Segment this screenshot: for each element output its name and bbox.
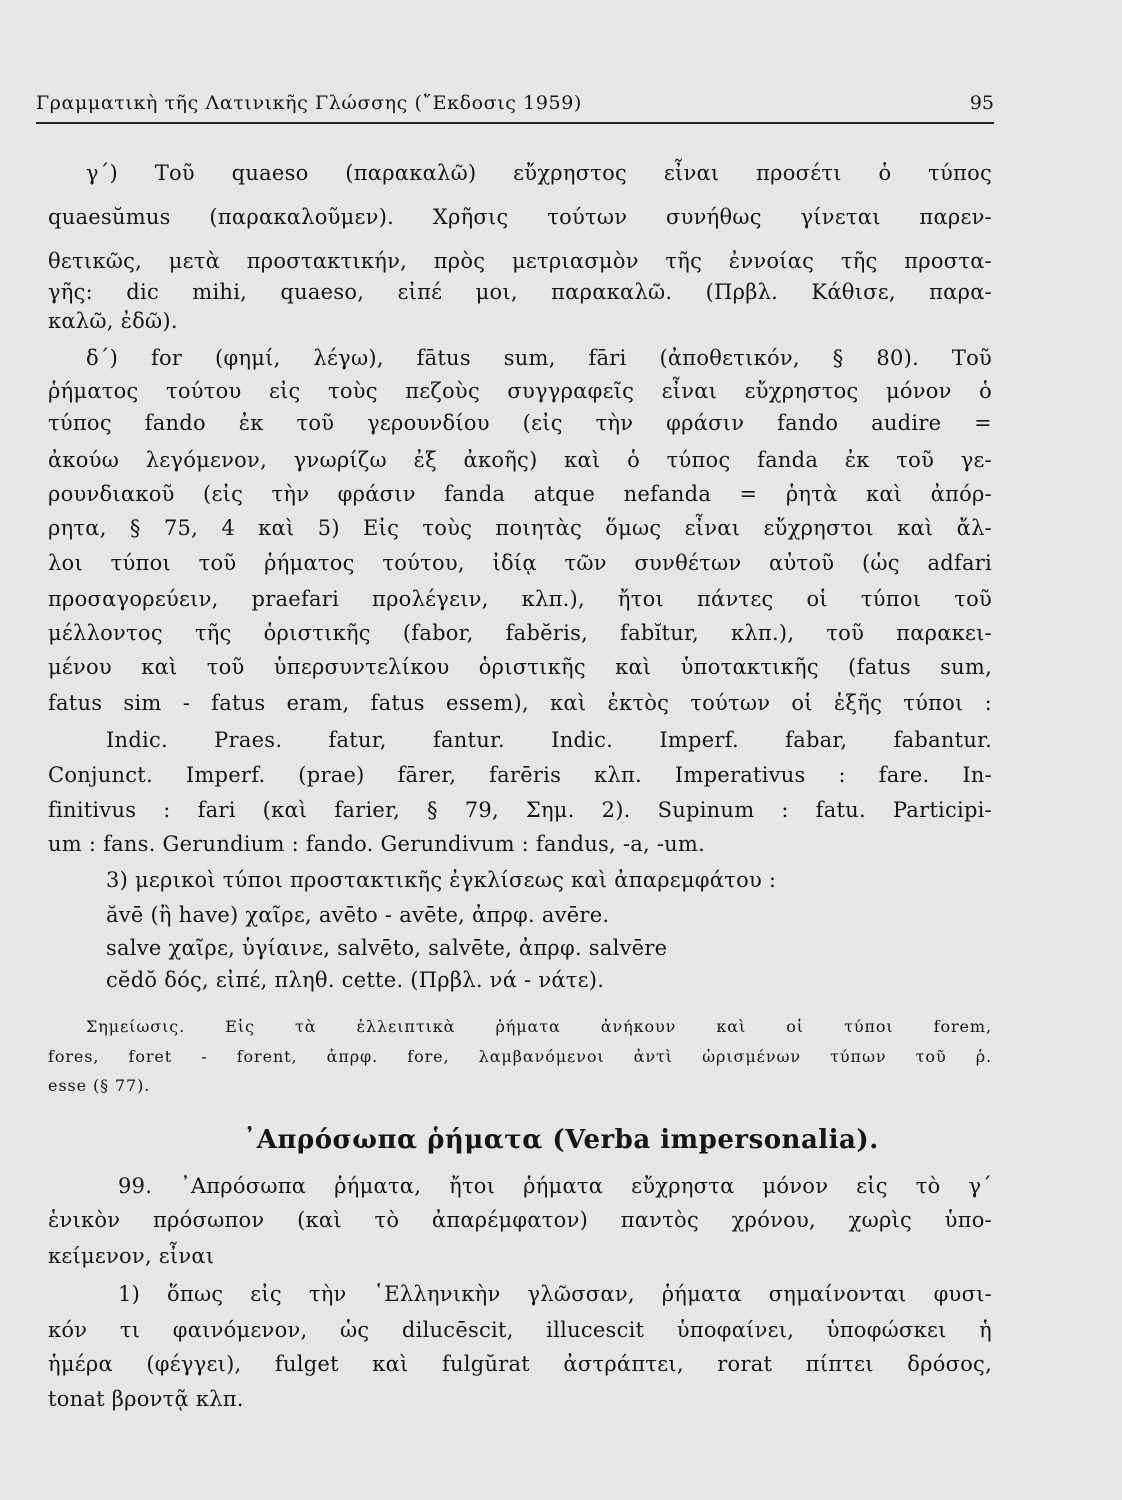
text-line: quaesŭmus (παρακαλοῦμεν). Χρῆσις τούτων συνήθως γίνεται παρεν- — [48, 205, 992, 229]
text-line: γῆς: dic mihi, quaeso, εἰπέ μοι, παρακαλῶ. (Πρβλ. Κάθισε, παρα- — [48, 280, 992, 304]
text-line: ἑνικὸν πρόσωπον (καὶ τὸ ἀπαρέμφατον) παντὸς χρόνου, χωρὶς ὑπο- — [48, 1208, 992, 1232]
text-line: λοι τύποι τοῦ ῥήματος τούτου, ἰδίᾳ τῶν συνθέτων αὐτοῦ (ὡς adfari — [48, 551, 992, 575]
text-line: Indic. Praes. fatur, fantur. Indic. Imperf. fabar, fabantur. — [106, 728, 992, 752]
note-line: Σημείωσις. Εἰς τὰ ἐλλειπτικὰ ῥήματα ἀνήκουν καὶ οἱ τύποι forem, — [86, 1017, 992, 1036]
text-line: ἡμέρα (φέγγει), fulget καὶ fulgŭrat ἀστράπτει, rorat πίπτει δρόσος, — [48, 1352, 992, 1376]
text-line: um : fans. Gerundium : fando. Gerundivum : fandus, -a, -um. — [48, 832, 706, 856]
text-line: cĕdŏ δός, εἰπέ, πληθ. cette. (Πρβλ. νά - νάτε). — [106, 968, 605, 992]
text-line: μένου καὶ τοῦ ὑπερσυντελίκου ὁριστικῆς καὶ ὑποτακτικῆς (fatus sum, — [48, 655, 992, 679]
text-line: ρητα, § 75, 4 καὶ 5) Εἰς τοὺς ποιητὰς ὅμως εἶναι εὔχρηστοι καὶ ἄλ- — [48, 516, 992, 540]
text-line: τύπος fando ἐκ τοῦ γερουνδίου (εἰς τὴν φράσιν fando audire = — [48, 411, 992, 435]
running-header — [36, 92, 994, 124]
text-line: 99. ᾿Απρόσωπα ῥήματα, ἤτοι ῥήματα εὔχρηστα μόνον εἰς τὸ γ΄ — [118, 1174, 992, 1198]
note-line: fores, foret - forent, ἀπρφ. fore, λαμβανόμενοι ἀντὶ ὡρισμένων τύπων τοῦ ῥ. — [48, 1047, 992, 1066]
running-title: Γραμματικὴ τῆς Λατινικῆς Γλώσσης (῎Εκδοσις 1959) — [36, 92, 582, 114]
text-line: προσαγορεύειν, praefari προλέγειν, κλπ.), ἤτοι πάντες οἱ τύποι τοῦ — [48, 587, 992, 611]
text-line: 1) ὅπως εἰς τὴν ῾Ελληνικὴν γλῶσσαν, ῥήματα σημαίνονται φυσι- — [118, 1282, 992, 1306]
text-line: 3) μερικοὶ τύποι προστακτικῆς ἐγκλίσεως καὶ ἀπαρεμφάτου : — [106, 868, 777, 892]
section-heading: ᾿Απρόσωπα ῥήματα (Verba impersonalia). — [243, 1125, 879, 1155]
text-line: Conjunct. Imperf. (prae) fārer, farēris κλπ. Imperativus : fare. In- — [48, 763, 992, 787]
text-line: γ΄) Τοῦ quaeso (παρακαλῶ) εὔχρηστος εἶναι προσέτι ὁ τύπος — [86, 161, 992, 185]
text-line: finitivus : fari (καὶ farier, § 79, Σημ. 2). Supinum : fatu. Participi- — [48, 798, 992, 822]
text-line: κόν τι φαινόμενον, ὡς dilucēscit, illucescit ὑποφαίνει, ὑποφώσκει ἡ — [48, 1318, 992, 1342]
text-line: ῥήματος τούτου εἰς τοὺς πεζοὺς συγγραφεῖς εἶναι εὔχρηστος μόνον ὁ — [48, 379, 992, 403]
text-line: salve χαῖρε, ὑγίαινε, salvēto, salvēte, ἀπρφ. salvēre — [106, 936, 668, 960]
text-line: μέλλοντος τῆς ὁριστικῆς (fabor, fabĕris, fabĭtur, κλπ.), τοῦ παρακει- — [48, 621, 992, 645]
text-line: ἀκούω λεγόμενον, γνωρίζω ἐξ ἀκοῆς) καὶ ὁ τύπος fanda ἐκ τοῦ γε- — [48, 448, 992, 472]
text-line: κείμενον, εἶναι — [48, 1244, 215, 1268]
text-line: fatus sim - fatus eram, fatus essem), καὶ ἐκτὸς τούτων οἱ ἑξῆς τύποι : — [48, 691, 992, 715]
text-line: καλῶ, ἐδῶ). — [48, 309, 178, 333]
text-line: tonat βροντᾷ κλπ. — [48, 1387, 244, 1411]
note-line: esse (§ 77). — [48, 1076, 151, 1095]
page-number: 95 — [969, 92, 994, 114]
text-line: ρουνδιακοῦ (εἰς τὴν φράσιν fanda atque nefanda = ῥητὰ καὶ ἀπόρ- — [48, 482, 992, 506]
text-line: ăvē (ἢ have) χαῖρε, avēto - avēte, ἀπρφ. avēre. — [106, 903, 610, 927]
text-line: θετικῶς, μετὰ προστακτικήν, πρὸς μετριασμὸν τῆς ἐννοίας τῆς προστα- — [48, 249, 992, 273]
text-line: δ΄) for (φημί, λέγω), fātus sum, fāri (ἀποθετικόν, § 80). Τοῦ — [86, 346, 992, 370]
